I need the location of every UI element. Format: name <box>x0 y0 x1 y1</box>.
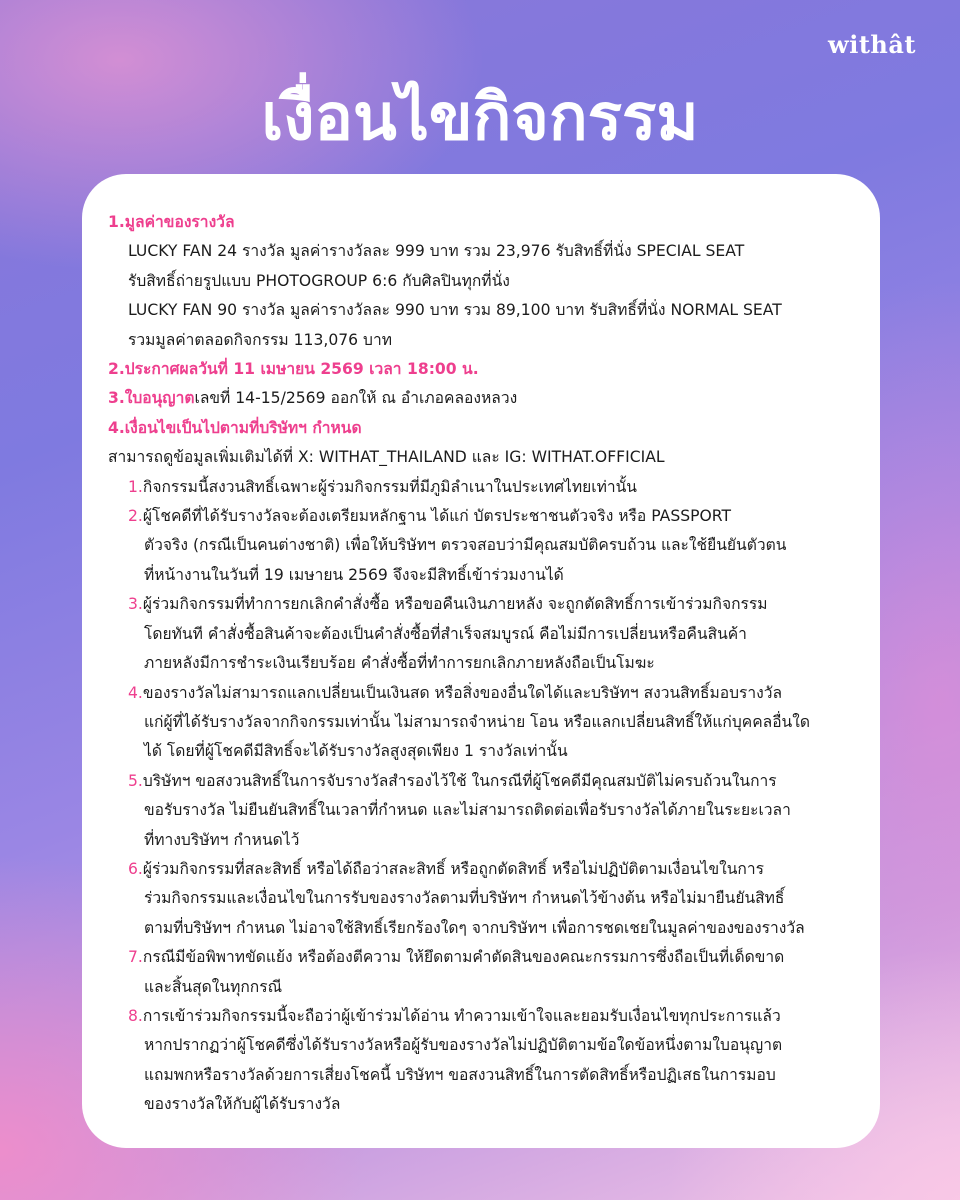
condition-line: แก่ผู้ที่ได้รับรางวัลจากกิจกรรมเท่านั้น ไม่สามารถจำหน่าย โอน หรือแลกเปลี่ยนสิทธิ์ให้แก่บุคคลอื่นใด <box>144 712 810 731</box>
condition-number: 5. <box>128 771 143 790</box>
condition-number: 7. <box>128 948 143 967</box>
condition-number: 3. <box>128 595 143 614</box>
section-4-intro: สามารถดูข้อมูลเพิ่มเติมได้ที่ X: WITHAT_THAILAND และ IG: WITHAT.OFFICIAL <box>108 448 665 467</box>
section-1-line: รับสิทธิ์ถ่ายรูปแบบ PHOTOGROUP 6:6 กับศิลปินทุกที่นั่ง <box>128 271 510 290</box>
page-title: เงื่อนไขกิจกรรม <box>261 81 699 155</box>
condition-number: 8. <box>128 1006 143 1025</box>
condition-line <box>108 473 856 502</box>
condition-text: ของรางวัลไม่สามารถแลกเปลี่ยนเป็นเงินสด หรือสิ่งของอื่นใดได้และบริษัทฯ สงวนสิทธิ์มอบรางวัล <box>142 683 783 702</box>
condition-line <box>108 590 856 619</box>
condition-line: หากปรากฏว่าผู้โชคดีซึ่งได้รับรางวัลหรือผู้รับของรางวัลไม่ปฏิบัติตามข้อใดข้อหนึ่งตามใบอนุญาต <box>144 1036 783 1055</box>
section-1-line: รวมมูลค่าตลอดกิจกรรม 113,076 บาท <box>128 330 392 349</box>
condition-line: ได้ โดยที่ผู้โชคดีมีสิทธิ์จะได้รับรางวัลสูงสุดเพียง 1 รางวัลเท่านั้น <box>144 742 568 761</box>
condition-line: และสิ้นสุดในทุกกรณี <box>144 977 283 996</box>
condition-line: ภายหลังมีการชำระเงินเรียบร้อย คำสั่งซื้อที่ทำการยกเลิกภายหลังถือเป็นโมฆะ <box>144 654 655 673</box>
condition-text: การเข้าร่วมกิจกรรมนี้จะถือว่าผู้เข้าร่วมได้อ่าน ทำความเข้าใจและยอมรับเงื่อนไขทุกประการแล้ว <box>142 1006 781 1025</box>
section-1-heading: 1.มูลค่าของรางวัล <box>108 213 235 231</box>
section-3-heading: 3.ใบอนุญาต <box>108 389 195 408</box>
condition-line: ร่วมกิจกรรมและเงื่อนไขในการรับของรางวัลตามที่บริษัทฯ กำหนดไว้ข้างต้น หรือไม่มายืนยันสิทธิ์ <box>144 889 785 908</box>
condition-line: ที่ทางบริษัทฯ กำหนดไว้ <box>144 830 300 849</box>
condition-line: ตัวจริง (กรณีเป็นคนต่างชาติ) เพื่อให้บริษัทฯ ตรวจสอบว่ามีคุณสมบัติครบถ้วน และใช้ยืนยันตัวตน <box>144 536 787 555</box>
condition-line: โดยทันที คำสั่งซื้อสินค้าจะต้องเป็นคำสั่งซื้อที่สำเร็จสมบูรณ์ คือไม่มีการเปลี่ยนหรือคืนสินค้า <box>144 624 747 643</box>
condition-number: 6. <box>128 859 143 878</box>
condition-number: 4. <box>128 683 143 702</box>
condition-text: บริษัทฯ ขอสงวนสิทธิ์ในการจับรางวัลสำรองไว้ใช้ ในกรณีที่ผู้โชคดีมีคุณสมบัติไม่ครบถ้วนในการ <box>142 771 777 790</box>
condition-line <box>108 943 856 972</box>
section-3-text: เลขที่ 14-15/2569 ออกให้ ณ อำเภอคลองหลวง <box>194 389 518 408</box>
condition-number: 2. <box>128 507 143 526</box>
brand-logo: withât <box>828 30 916 59</box>
section-3-line <box>108 384 856 413</box>
section-4-heading: 4.เงื่อนไขเป็นไปตามที่บริษัทฯ กำหนด <box>108 418 362 437</box>
condition-line: ขอรับรางวัล ไม่ยืนยันสิทธิ์ในเวลาที่กำหนด และไม่สามารถติดต่อเพื่อรับรางวัลได้ภายในระยะเวลา <box>144 801 791 820</box>
condition-line <box>108 679 856 708</box>
section-1-line: LUCKY FAN 90 รางวัล มูลค่ารางวัลละ 990 บาท รวม 89,100 บาท รับสิทธิ์ที่นั่ง NORMAL SEAT <box>128 301 782 320</box>
condition-number: 1. <box>128 477 143 496</box>
condition-line: ที่หน้างานในวันที่ 19 เมษายน 2569 จึงจะมีสิทธิ์เข้าร่วมงานได้ <box>144 565 564 584</box>
condition-line: ของรางวัลให้กับผู้ได้รับรางวัล <box>144 1095 341 1114</box>
condition-text: ผู้ร่วมกิจกรรมที่สละสิทธิ์ หรือได้ถือว่าสละสิทธิ์ หรือถูกตัดสิทธิ์ หรือไม่ปฏิบัติตามเงื่อนไขในการ <box>142 859 764 878</box>
condition-line <box>108 1002 856 1031</box>
condition-text: ผู้ร่วมกิจกรรมที่ทำการยกเลิกคำสั่งซื้อ หรือขอคืนเงินภายหลัง จะถูกตัดสิทธิ์การเข้าร่วมกิจกรรม <box>142 595 768 614</box>
condition-line <box>108 855 856 884</box>
condition-line: แถมพกหรือรางวัลด้วยการเสี่ยงโชคนี้ บริษัทฯ ขอสงวนสิทธิ์ในการตัดสิทธิ์หรือปฏิเสธในการมอบ <box>144 1065 776 1084</box>
condition-line <box>108 767 856 796</box>
section-2-heading: 2.ประกาศผลวันที่ 11 เมษายน 2569 เวลา 18:00 น. <box>108 360 479 379</box>
condition-text: กิจกรรมนี้สงวนสิทธิ์เฉพาะผู้ร่วมกิจกรรมที่มีภูมิลำเนาในประเทศไทยเท่านั้น <box>142 477 637 496</box>
conditions-list <box>108 473 856 1120</box>
terms-card <box>82 174 880 1148</box>
condition-line: ตามที่บริษัทฯ กำหนด ไม่อาจใช้สิทธิ์เรียกร้องใดๆ จากบริษัทฯ เพื่อการชดเชยในมูลค่าของของรางวัล <box>144 918 805 937</box>
condition-text: กรณีมีข้อพิพาทขัดแย้ง หรือต้องตีความ ให้ยึดตามคำตัดสินของคณะกรรมการซึ่งถือเป็นที่เด็ดขาด <box>142 948 785 967</box>
section-1-line: LUCKY FAN 24 รางวัล มูลค่ารางวัลละ 999 บาท รวม 23,976 รับสิทธิ์ที่นั่ง SPECIAL SEAT <box>128 242 745 261</box>
condition-text: ผู้โชคดีที่ได้รับรางวัลจะต้องเตรียมหลักฐาน ได้แก่ บัตรประชาชนตัวจริง หรือ PASSPORT <box>142 507 732 526</box>
condition-line <box>108 502 856 531</box>
